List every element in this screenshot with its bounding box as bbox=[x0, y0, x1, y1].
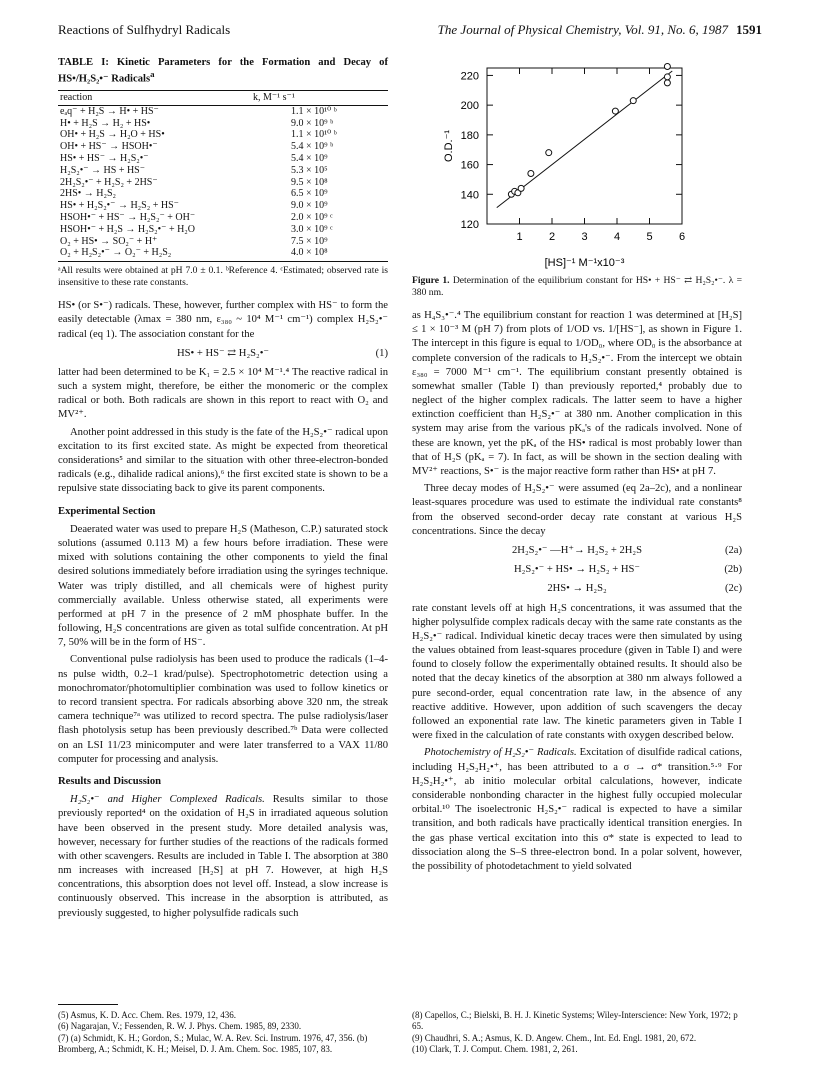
col-header-reaction: reaction bbox=[58, 91, 251, 106]
footnotes-left bbox=[58, 1010, 388, 1055]
data-point bbox=[612, 108, 618, 114]
paragraph: Another point addressed in this study is the fate of the H₂S₂•⁻ radical upon excitation to its first excited state. As might be expected from theoretical considerations⁵ and similar to the situation with other three-electron-bonded radicals (e.g., dihalide radical anions),⁶ the first excited state is shown to be a repulsive state dissociating back to give its parent components. bbox=[58, 426, 388, 495]
table-row bbox=[58, 153, 388, 165]
rate-constant-cell: 9.0 × 10⁹ bbox=[291, 200, 328, 212]
table-row bbox=[58, 118, 388, 130]
table-row bbox=[58, 105, 388, 117]
table-row bbox=[58, 247, 388, 261]
equation-number: (2c) bbox=[724, 583, 742, 595]
footnote: (10) Clark, T. J. Comput. Chem. 1981, 2, 261. bbox=[412, 1043, 578, 1054]
table-row bbox=[58, 177, 388, 189]
data-point bbox=[528, 170, 534, 176]
table-row bbox=[58, 165, 388, 177]
figure-chart bbox=[412, 56, 742, 271]
equation-2b bbox=[412, 563, 742, 577]
paragraph-text: Excitation of disulfide radical cations, including H₂S₂H₂•⁺, has been attributed to a σ → σ* transition.⁵·⁹ For H₂S₂H₂•⁺, ab initio molecular orbital calculations, however, indicate considerable nonbonding character in the highest fully occupied molecular orbital.¹⁰ The isoelectronic H₂S₂•⁻ radical is expected to have a similar transition, and both radicals have practically identical transition energies. In the gas phase vertical excitation into this σ* state is expected to lead to dissociation along the S–S three-electron bond. In a polar solvent, however, the possibility of photodetachment to yield solvated bbox=[412, 747, 742, 872]
kinetic-table bbox=[58, 90, 388, 262]
equation-2c bbox=[412, 582, 742, 596]
x-tick-label: 1 bbox=[516, 231, 523, 243]
reaction-cell: O₂ + H₂S₂•⁻ → O₂⁻ + H₂S₂ bbox=[58, 247, 251, 261]
reaction-cell: O₂ + HS• → SO₂⁻ + H⁺ bbox=[60, 235, 158, 247]
figure-1 bbox=[412, 56, 742, 271]
paragraph bbox=[412, 746, 742, 874]
footnote: (9) Chaudhri, S. A.; Asmus, K. D. Angew. Chem., Int. Ed. Engl. 1981, 20, 672. bbox=[412, 1032, 697, 1043]
journal-citation: The Journal of Physical Chemistry, Vol. 91, No. 6, 1987 bbox=[437, 22, 728, 37]
reaction-cell: HSOH•⁻ + HS⁻ → H₂S₂⁻ + OH⁻ bbox=[60, 211, 196, 223]
table-row bbox=[58, 188, 388, 200]
footnote: (7) (a) Schmidt, K. H.; Gordon, S.; Mulac, W. A. Rev. Sci. Instrum. 1976, 47, 356. (b) Bromberg, A.; Schmidt, K. H.; Meisel, D. J. Am. Chem. Soc. 1985, 107, 83. bbox=[58, 1032, 368, 1054]
equation-number: (2b) bbox=[724, 564, 742, 576]
rate-constant-cell: 1.1 × 10¹⁰ ᵇ bbox=[291, 105, 337, 117]
paragraph: latter had been determined to be K₁ = 2.5 × 10⁴ M⁻¹.⁴ The reactive radical in such a system might, therefore, be either the monomeric or the complex radical or both. Both radicals are shown in this report to react with O₂ and MV²⁺. bbox=[58, 366, 388, 421]
caption-text: Determination of the equilibrium constant for HS• + HS⁻ ⇄ H₂S₂•⁻. λ = 380 nm. bbox=[412, 275, 742, 298]
subsection-heading: H₂S₂•⁻ and Higher Complexed Radicals. bbox=[70, 794, 265, 806]
reaction-cell: HS• + HS⁻ → H₂S₂•⁻ bbox=[60, 152, 149, 164]
x-tick-label: 4 bbox=[613, 231, 621, 243]
reaction-cell: eₐq⁻ + H₂S → H• + HS⁻ bbox=[60, 105, 159, 117]
rate-constant-cell: 5.4 × 10⁹ bbox=[291, 152, 328, 164]
equation-2a bbox=[412, 544, 742, 558]
table-title-text: TABLE I: Kinetic Parameters for the Formation and Decay of HS•/H₂S₂•⁻ Radicals bbox=[58, 57, 388, 85]
x-tick-label: 3 bbox=[581, 231, 588, 243]
paragraph bbox=[58, 793, 388, 921]
data-point bbox=[664, 80, 670, 86]
paragraph: HS• (or S•⁻) radicals. These, however, further complex with HS⁻ to form the easily detectable (λmax = 380 nm, ε₃₈₀ ~ 10⁴ M⁻¹ cm⁻¹) complex H₂S₂•⁻ radical (eq 1). The association constant for the bbox=[58, 300, 388, 340]
reaction-cell: 2H₂S₂•⁻ + H₂S₂ + 2HS⁻ bbox=[60, 176, 158, 188]
footnote: (6) Nagarajan, V.; Fessenden, R. W. J. Phys. Chem. 1985, 89, 2330. bbox=[58, 1021, 302, 1032]
subsection-heading: Photochemistry of H₂S₂•⁻ Radicals. bbox=[424, 747, 577, 759]
x-tick-label: 2 bbox=[548, 231, 556, 243]
reaction-cell: OH• + H₂S → H₂O + HS• bbox=[60, 129, 165, 141]
page-number: 1591 bbox=[736, 22, 762, 37]
section-heading-experimental: Experimental Section bbox=[58, 505, 156, 517]
rate-constant-cell: 4.0 × 10⁸ bbox=[251, 247, 388, 261]
data-point bbox=[546, 150, 552, 156]
equation-text: H₂S₂•⁻ + HS• → H₂S₂ + HS⁻ bbox=[514, 564, 640, 576]
rate-constant-cell: 6.5 × 10⁹ bbox=[291, 188, 328, 200]
header-journal bbox=[438, 22, 762, 38]
y-tick-label: 200 bbox=[460, 100, 479, 113]
footnote: (8) Capellos, C.; Bielski, B. H. J. Kinetic Systems; Wiley-Interscience: New York, 1972; p 65. bbox=[412, 1010, 738, 1032]
y-axis-label: O.D.⁻¹ bbox=[443, 129, 455, 163]
table-title bbox=[58, 56, 388, 86]
table-row bbox=[58, 212, 388, 224]
x-axis-label: [HS]⁻¹ M⁻¹x10⁻³ bbox=[544, 257, 625, 269]
paragraph-text: Results similar to those previously reported⁴ on the oxidation of H₂S in irradiated aqueous solution have been observed in the present study. More detailed analysis was, however, necessary for further studies of the reactions of the radicals formed with other scavengers. Results are included in Table I. The absorption at 380 nm increases with increased [H₂S] at pH 7. However, at high H₂S concentrations, this absorption does not level off. Instead, a slow increase is continuously observed. This increase in the absorption is attributed, as previously suggested, to higher polysulfide radicals such bbox=[58, 794, 388, 919]
table-row bbox=[58, 129, 388, 141]
header-title: Reactions of Sulfhydryl Radicals bbox=[58, 22, 231, 37]
section-heading-results: Results and Discussion bbox=[58, 775, 162, 787]
reaction-cell: 2HS• → H₂S₂ bbox=[60, 188, 117, 200]
equation-text: HS• + HS⁻ ⇄ H₂S₂•⁻ bbox=[176, 347, 270, 359]
rate-constant-cell: 7.5 × 10⁹ bbox=[291, 235, 328, 247]
reaction-cell: HS• + H₂S₂•⁻ → H₂S₂ + HS⁻ bbox=[60, 200, 179, 212]
footnotes-right bbox=[412, 1010, 742, 1055]
paragraph: as H₄S₃•⁻.⁴ The equilibrium constant for reaction 1 was determined at [H₂S] ≤ 1 × 10⁻³ M (pH 7) from plots of 1/OD vs. 1/[HS⁻], as shown in Figure 1. The intercept in this figure is equal to 1/OD₀, where OD₀ is the absorbance at complete conversion of the radicals to H₂S₂•⁻. From the intercept we obtain ε₃₈₀ = 7000 M⁻¹ cm⁻¹. The equilibrium constant presently obtained is somewhat smaller (Table I) than previously reported,⁴ probably due to neglect of the higher complex radicals. The latter seem to have a higher extinction coefficient than H₂S₂•⁻ at 380 nm. Another complication in this system may arise from the various pKₐ's of the radicals involved. None of these are known, yet the pKₐ of the HS• radical is most probably lower than that of H₂S (pKₐ = 7). In fact, as will be shown in the section dealing with MV²⁺ reactions, S•⁻ is the major reactive form rather than HS• at pH 7. bbox=[412, 309, 742, 478]
y-tick-label: 220 bbox=[460, 70, 479, 83]
rate-constant-cell: 9.5 × 10⁸ bbox=[291, 176, 328, 188]
table-row bbox=[58, 224, 388, 236]
x-tick-label: 6 bbox=[678, 231, 686, 243]
equation-text: 2HS• → H₂S₂ bbox=[547, 583, 607, 595]
table-row bbox=[58, 200, 388, 212]
equation-number: (1) bbox=[375, 347, 388, 359]
reaction-cell: OH• + HS⁻ → HSOH•⁻ bbox=[60, 141, 158, 153]
x-tick-label: 5 bbox=[646, 231, 653, 243]
figure-caption bbox=[412, 275, 742, 299]
rate-constant-cell: 9.0 × 10⁹ ᵇ bbox=[291, 117, 334, 129]
running-header bbox=[58, 22, 762, 40]
paragraph: rate constant levels off at high H₂S concentrations, it was assumed that the higher polysulfide complex radicals decay with the same rate constants as the H₂S₂•⁻ radical. Individual kinetic decay traces were then simulated by using the values obtained from least-squares procedure (given in Table I) and were found to closely follow the experimentally obtained results. It should also be noted that the decay kinetics of the absorption at 380 nm always followed a pure second-order, equal concentration rate law, in the absence of any reactive additive. However, upon addition of such scavengers the decay followed an exponential rate law. The kinetic parameters given in Table I were fixed in the calculation of rate constants with oxygen described below. bbox=[412, 602, 742, 742]
paragraph: Three decay modes of H₂S₂•⁻ were assumed (eq 2a–2c), and a nonlinear least-squares procedure was used to estimate the individual rate constants⁸ from the observed second-order decay rate constant at various H₂S concentrations. Since the decay bbox=[412, 483, 742, 537]
data-point bbox=[518, 185, 524, 191]
table-row bbox=[58, 236, 388, 248]
rate-constant-cell: 1.1 × 10¹⁰ ᵇ bbox=[291, 129, 337, 141]
reaction-cell: H• + H₂S → H₂ + HS• bbox=[60, 117, 151, 129]
y-tick-label: 140 bbox=[460, 189, 479, 202]
data-point bbox=[664, 74, 670, 80]
y-tick-label: 160 bbox=[460, 159, 479, 172]
data-point bbox=[630, 98, 636, 104]
y-tick-label: 180 bbox=[460, 129, 479, 142]
table-row bbox=[58, 141, 388, 153]
equation-1 bbox=[58, 347, 388, 361]
table-header-row bbox=[58, 91, 388, 106]
equation-number: (2a) bbox=[724, 544, 742, 556]
table-title-sup: a bbox=[150, 69, 155, 80]
paragraph: Deaerated water was used to prepare H₂S (Matheson, C.P.) saturated stock solutions (assumed 0.113 M) a few hours before irradiation. These were mixed with solutions containing the other components to yield the final desired solutions immediately before irradiation using the syringes technique. Water was triply distilled, and all chemicals were of highest purity commercially available. Unless otherwise stated, all experiments were performed at pH 7 in the presence of 2 mM phosphate buffer. In the following, H₂S concentrations are given as total sulfide concentration. At pH 7, 50% will be in the form of HS⁻. bbox=[58, 523, 388, 649]
paragraph: Conventional pulse radiolysis has been used to produce the radicals (1–4-ns pulse width, 0.2–1 krad/pulse). Spectrophotometric detection using a monochromator/photomultiplier combination was used to follow kinetics or to record transient spectra. For radicals absorbing above 320 nm, the streak camera technique⁷ᵃ was utilized to record spectra. The pulse radiolysis/laser flash photolysis setup has been previously described.⁷ᵇ Data were collected on an LSI 11/23 minicomputer and were later transferred to a VAX 11/80 computer for processing and analysis. bbox=[58, 654, 388, 765]
rate-constant-cell: 5.3 × 10⁵ bbox=[291, 164, 328, 176]
rate-constant-cell: 5.4 × 10⁹ ᵇ bbox=[291, 141, 334, 153]
rate-constant-cell: 2.0 × 10⁹ ᶜ bbox=[291, 211, 333, 223]
reaction-cell: HSOH•⁻ + H₂S → H₂S₂•⁻ + H₂O bbox=[60, 223, 196, 235]
footnote-rule bbox=[58, 1004, 118, 1005]
left-column bbox=[58, 56, 388, 924]
y-tick-label: 120 bbox=[460, 219, 479, 231]
col-header-k: k, M⁻¹ s⁻¹ bbox=[251, 91, 388, 106]
data-point bbox=[664, 64, 670, 70]
caption-label: Figure 1. bbox=[412, 275, 450, 286]
table-footnote: ᵃAll results were obtained at pH 7.0 ± 0.1. ᵇReference 4. ᶜEstimated; observed rate is insensitive to these rate constants. bbox=[58, 265, 388, 289]
rate-constant-cell: 3.0 × 10⁹ ᶜ bbox=[291, 223, 333, 235]
reaction-cell: H₂S₂•⁻ → HS + HS⁻ bbox=[60, 164, 146, 176]
plot-frame bbox=[487, 68, 682, 224]
footnote: (5) Asmus, K. D. Acc. Chem. Res. 1979, 12, 436. bbox=[58, 1010, 236, 1020]
right-column bbox=[412, 56, 742, 877]
equation-text: 2H₂S₂•⁻ —H⁺→ H₂S₂ + 2H₂S bbox=[512, 544, 642, 556]
